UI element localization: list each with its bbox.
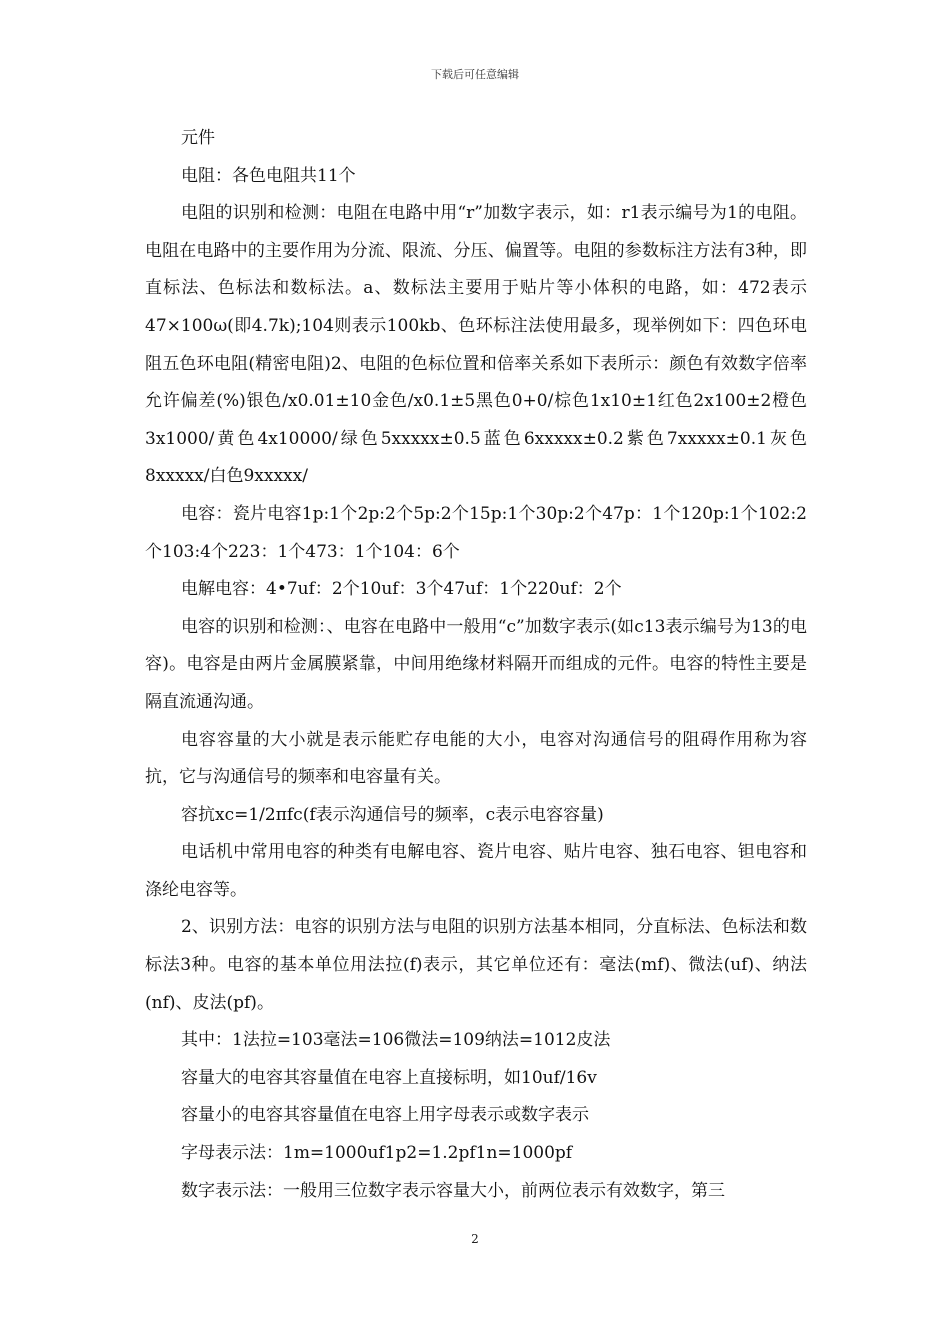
paragraph: 电容容量的大小就是表示能贮存电能的大小，电容对沟通信号的阻碍作用称为容抗，它与沟通信号的频率和电容量有关。 xyxy=(145,729,807,788)
paragraph: 2、识别方法：电容的识别方法与电阻的识别方法基本相同，分直标法、色标法和数标法3种。电容的基本单位用法拉(f)表示，其它单位还有：毫法(mf)、微法(uf)、纳法(nf)、皮法(pf)。 xyxy=(145,917,807,1013)
paragraph: 电话机中常用电容的种类有电解电容、瓷片电容、贴片电容、独石电容、钽电容和涤纶电容等。 xyxy=(145,842,807,900)
paragraph: 电容的识别和检测：、电容在电路中一般用“c”加数字表示(如c13表示编号为13的电容)。电容是由两片金属膜紧靠，中间用绝缘材料隔开而组成的元件。电容的特性主要是隔直流通沟通。 xyxy=(145,616,807,712)
paragraph: 电解电容：4•7uf：2个10uf：3个47uf：1个220uf：2个 xyxy=(181,579,622,600)
paragraph: 电容：瓷片电容1p:1个2p:2个5p:2个15p:1个30p:2个47p：1个120p:1个102:2个103:4个223：1个473：1个104：6个 xyxy=(145,503,807,562)
page-number: 2 xyxy=(471,1232,479,1246)
paragraph: 字母表示法：1m=1000uf1p2=1.2pf1n=1000pf xyxy=(181,1143,573,1164)
paragraph: 元件 xyxy=(181,128,215,148)
paragraph: 其中：1法拉=103毫法=106微法=109纳法=1012皮法 xyxy=(181,1030,611,1051)
paragraph: 容量大的电容其容量值在电容上直接标明，如10uf/16v xyxy=(181,1067,597,1088)
paragraph: 电阻的识别和检测：电阻在电路中用“r”加数字表示，如：r1表示编号为1的电阻。电阻在电路中的主要作用为分流、限流、分压、偏置等。电阻的参数标注方法有3种，即直标法、色标法和数标法。a、数标法主要用于贴片等小体积的电路，如：472表示47×100ω(即4.7k);104则表示100kb、色环标注法使用最多，现举例如下：四色环电阻五色环电阻(精密电阻)2、电阻的色标位置和倍率关系如下表所示：颜色有效数字倍率允许偏差(%)银色/x0.01±10金色/x0.1±5黑色0+0/棕色1x10±1红色2x100±2橙色3x1000/黄色4x10000/绿色5xxxxx±0.5蓝色6xxxxx±0.2紫色7xxxxx±0.1灰色8xxxxx/白色9xxxxx/ xyxy=(145,203,807,487)
document-body xyxy=(145,120,807,1210)
paragraph: 容抗xc=1/2πfc(f表示沟通信号的频率，c表示电容容量) xyxy=(181,804,604,825)
page-header: 下载后可任意编辑 xyxy=(431,68,519,81)
paragraph: 电阻：各色电阻共11个 xyxy=(181,165,356,186)
paragraph: 容量小的电容其容量值在电容上用字母表示或数字表示 xyxy=(181,1105,589,1126)
paragraph: 数字表示法：一般用三位数字表示容量大小，前两位表示有效数字，第三 xyxy=(181,1180,725,1201)
